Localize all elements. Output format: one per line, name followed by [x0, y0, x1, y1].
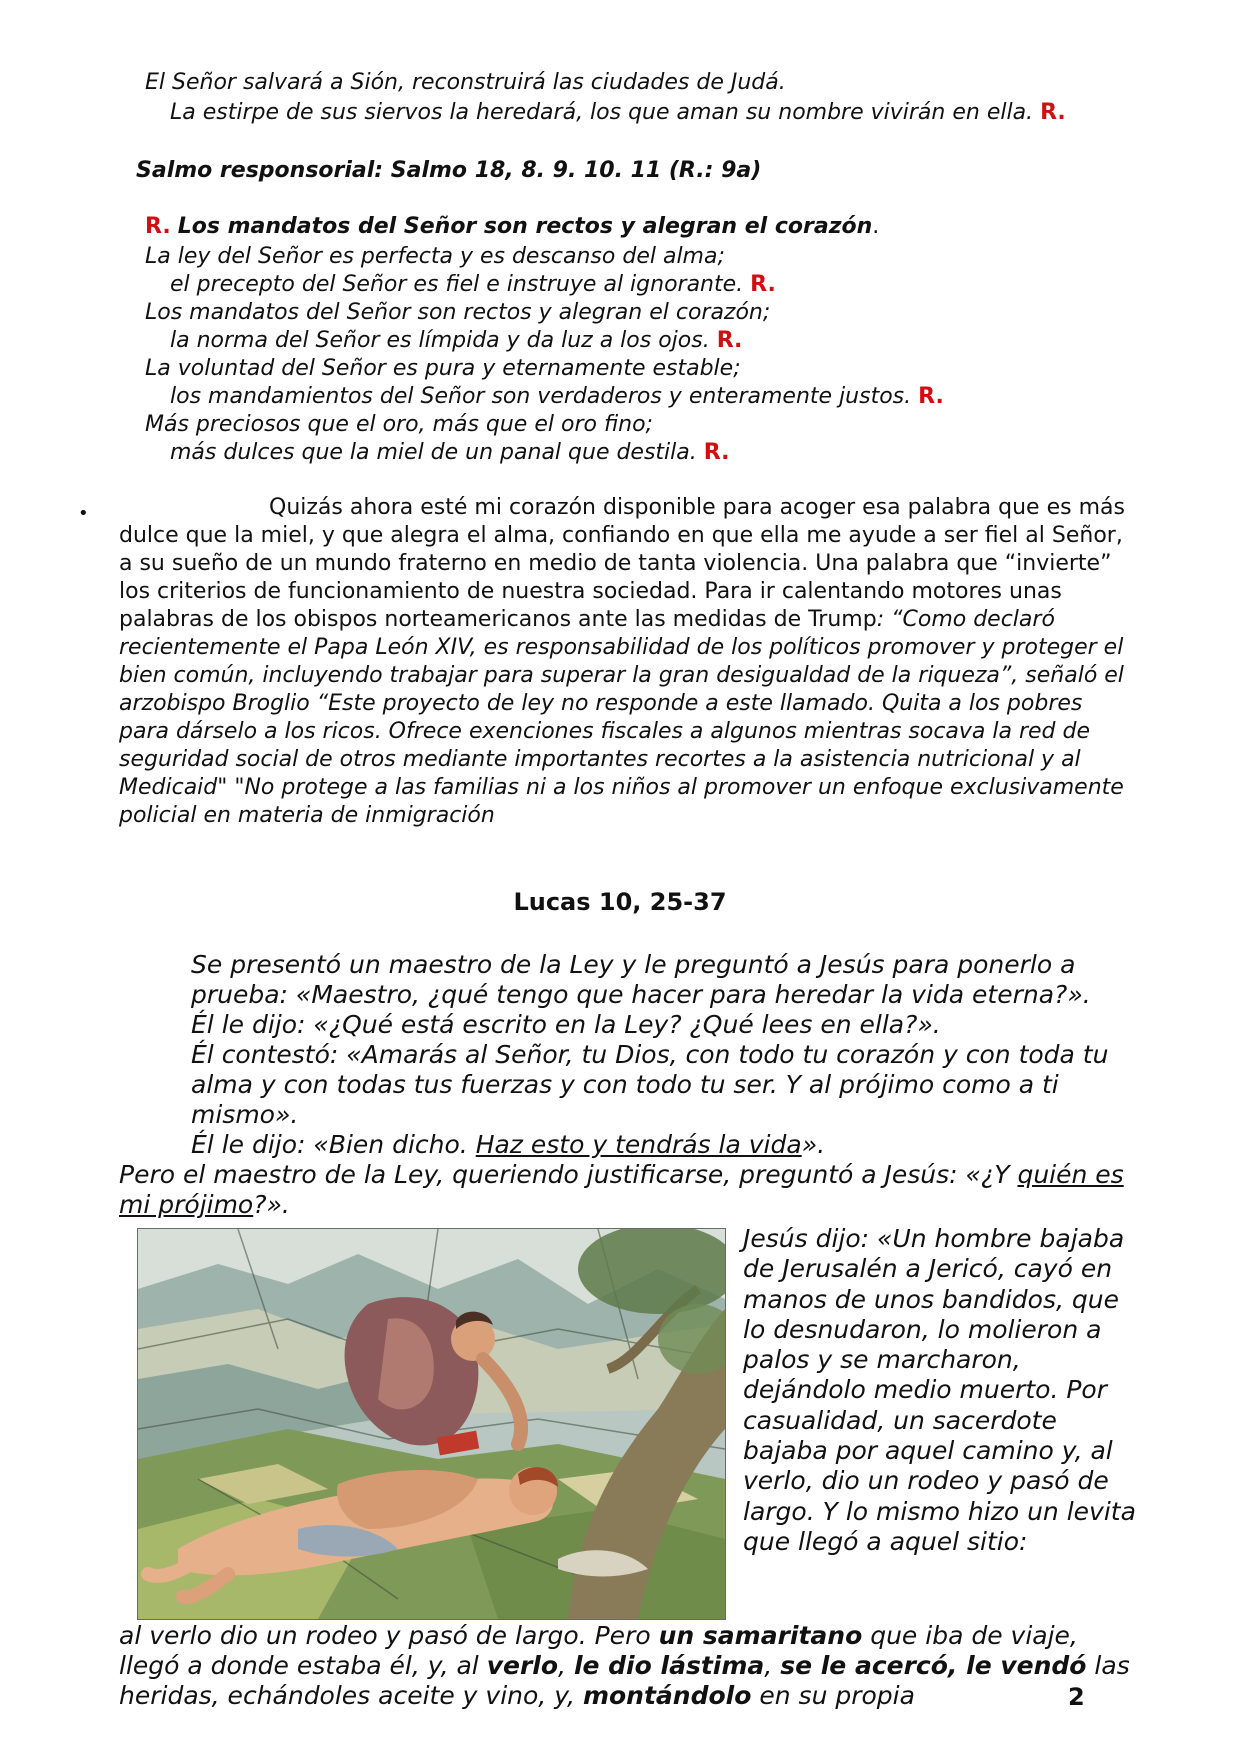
gospel-paragraph: Él contestó: «Amarás al Señor, tu Dios, con todo tu corazón y con toda tu alma y con todas tus fuerzas y con todo tu ser. Y al prójimo como a ti mismo».: [191, 1040, 1109, 1129]
good-samaritan-illustration: [137, 1228, 726, 1620]
response-marker: R.: [716, 328, 743, 353]
page-number: 2: [1068, 1683, 1085, 1711]
psalm-verse: La ley del Señor es perfecta y es descanso del alma;: [145, 244, 725, 269]
gospel-paragraph: Él le dijo: «Bien dicho. Haz esto y tendrás la vida».: [191, 1130, 826, 1159]
gospel-title: Lucas 10, 25-37: [513, 888, 727, 916]
response-marker: R.: [1040, 100, 1066, 125]
psalm-line: El Señor salvará a Sión, reconstruirá las ciudades de Judá.: [145, 70, 786, 95]
commentary-paragraph: Quizás ahora esté mi corazón disponible para acoger esa palabra que es más dulce que la miel, y que alegra el alma, confiando en que ella me ayude a ser fiel al Señor, a su sueño de un mundo fraterno en medio de tanta violencia. Una palabra que “invierte” los criterios de funcionamiento de nuestra sociedad. Para ir calentando motores unas palabras de los obispos norteamericanos ante las medidas de Trump: “Como declaró recientemente el Papa León XIV, es responsabilidad de los políticos promover y proteger el bien común, incluyendo trabajar para superar la gran desigualdad de la riqueza”, señaló el arzobispo Broglio “Este proyecto de ley no responde a este llamado. Quita a los pobres para dárselo a los ricos. Ofrece exenciones fiscales a algunos mientras socava la red de seguridad social de otros mediante importantes recortes a la asistencia nutricional y al Medicaid" "No protege a las familias ni a los niños al promover un enfoque exclusivamente policial en materia de inmigración: [119, 495, 1125, 828]
psalm-verse: La voluntad del Señor es pura y eternamente estable;: [145, 356, 741, 381]
response-marker: R.: [918, 384, 944, 409]
psalm-verse: más dulces que la miel de un panal que destila. R.: [170, 440, 730, 465]
psalm-verse: los mandamientos del Señor son verdaderos y enteramente justos. R.: [170, 384, 944, 409]
psalm-verse: la norma del Señor es límpida y da luz a los ojos. R.: [170, 328, 743, 353]
response-marker: R.: [750, 272, 776, 297]
psalm-title: Salmo responsorial: Salmo 18, 8. 9. 10. 11 (R.: 9a): [136, 158, 762, 183]
psalm-line: La estirpe de sus siervos la heredará, los que aman su nombre vivirán en ella. R.: [170, 100, 1066, 125]
gospel-paragraph: Pero el maestro de la Ley, queriendo justificarse, preguntó a Jesús: «¿Y quién es mi prójimo?».: [119, 1160, 1124, 1219]
psalm-verse: el precepto del Señor es fiel e instruye al ignorante. R.: [170, 272, 776, 297]
response-marker: R.: [703, 440, 730, 465]
gospel-side-text: Jesús dijo: «Un hombre bajaba de Jerusalén a Jericó, cayó en manos de unos bandidos, que lo desnudaron, lo molieron a palos y se marcharon, dejándolo medio muerto. Por casualidad, un sacerdote bajaba por aquel camino y, al verlo, dio un rodeo y pasó de largo. Y lo mismo hizo un levita que llegó a aquel sitio:: [743, 1224, 1136, 1556]
bullet-marker: •: [78, 503, 89, 524]
psalm-verse: Los mandatos del Señor son rectos y alegran el corazón;: [145, 300, 771, 325]
gospel-paragraph: Él le dijo: «¿Qué está escrito en la Ley? ¿Qué lees en ella?».: [191, 1010, 941, 1039]
gospel-paragraph: Se presentó un maestro de la Ley y le preguntó a Jesús para ponerlo a prueba: «Maestro, ¿qué tengo que hacer para heredar la vida eterna?».: [191, 950, 1091, 1009]
psalm-verse: Más preciosos que el oro, más que el oro fino;: [145, 412, 653, 437]
psalm-response: R. Los mandatos del Señor son rectos y alegran el corazón.: [145, 214, 880, 239]
gospel-continuation: al verlo dio un rodeo y pasó de largo. Pero un samaritano que iba de viaje, llegó a donde estaba él, y, al verlo, le dio lástima, se le acercó, le vendó las heridas, echándoles aceite y vino, y, montándolo en su propia: [119, 1621, 1130, 1710]
response-marker: R.: [145, 214, 171, 239]
gospel-text: [119, 950, 1139, 1220]
